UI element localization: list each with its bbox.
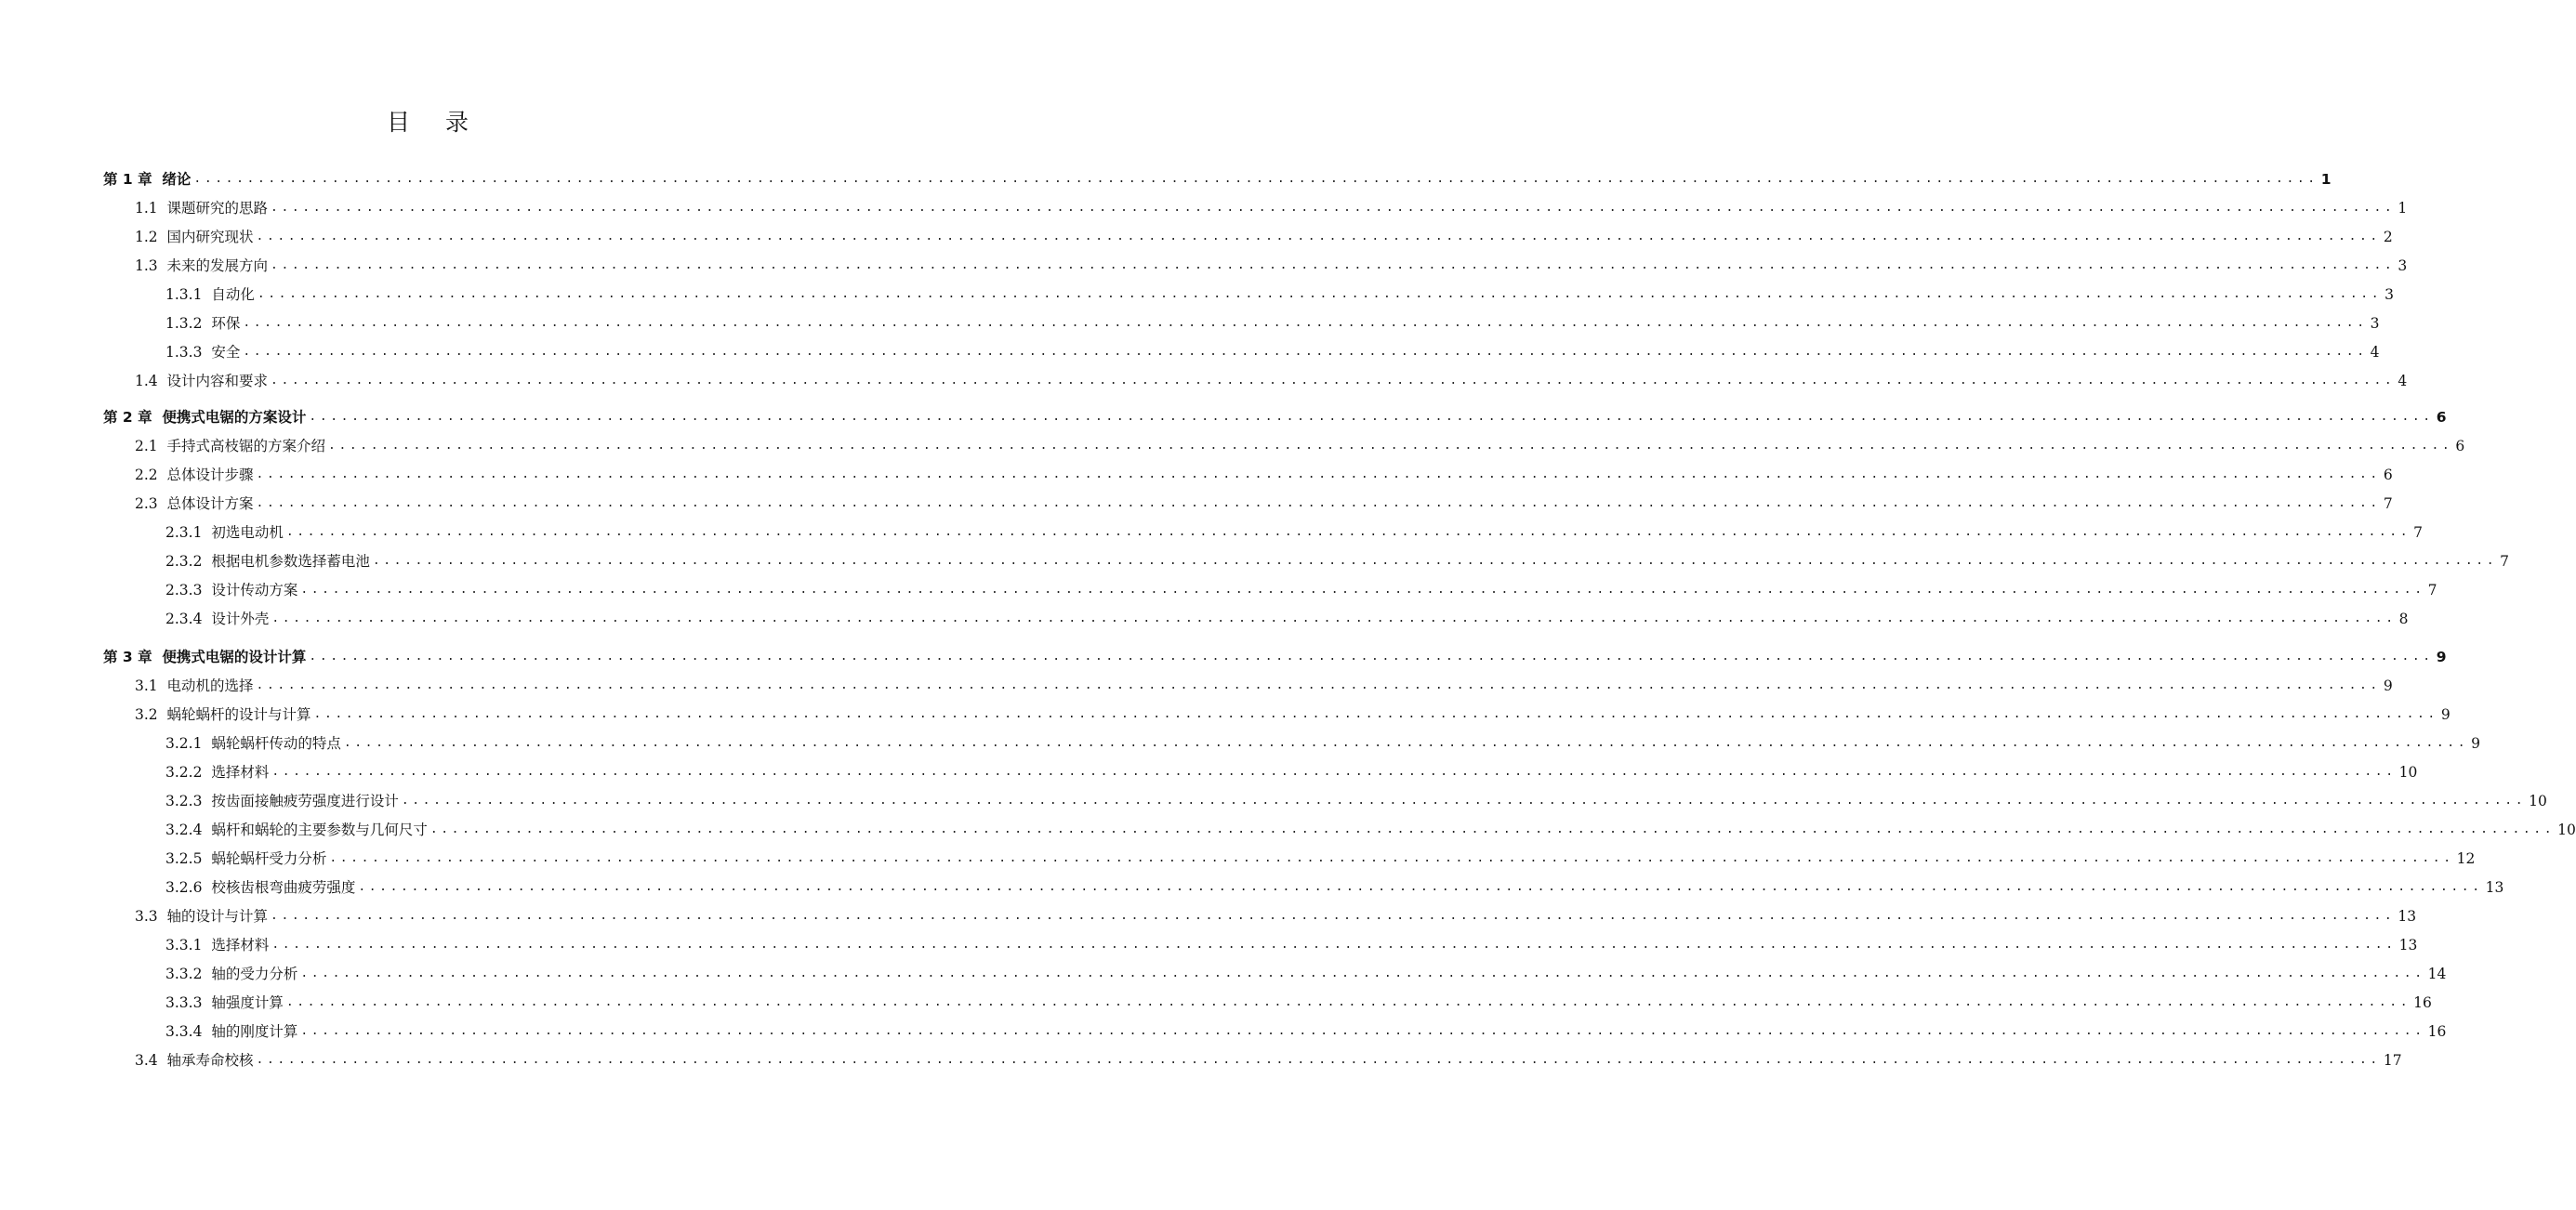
toc-entry-label: 轴的受力分析 <box>211 966 298 982</box>
toc-page-number: 8 <box>2398 611 2409 627</box>
toc-section-entry[interactable] <box>135 461 2393 485</box>
toc-section-entry[interactable] <box>165 576 2437 600</box>
toc-section-entry[interactable] <box>135 432 2465 456</box>
toc-page-number: 13 <box>2398 937 2418 954</box>
toc-entry-title <box>165 791 399 811</box>
toc-section-entry[interactable] <box>165 874 2504 898</box>
toc-entry-title <box>135 465 254 485</box>
toc-dot-leader: ........................................................................................................................................................................................................ <box>313 707 2438 721</box>
toc-page-number: 14 <box>2427 966 2447 982</box>
toc-entry-number: 3.2.2 <box>165 764 203 781</box>
toc-section-entry[interactable] <box>135 1046 2402 1071</box>
toc-page-number: 1 <box>2320 171 2332 188</box>
toc-dot-leader: ........................................................................................................................................................................................................ <box>343 736 2469 750</box>
toc-entry-label: 国内研究现状 <box>166 229 254 245</box>
toc-entry-title <box>135 198 268 218</box>
toc-page-number: 7 <box>2413 524 2424 541</box>
toc-page-number: 3 <box>2398 257 2408 274</box>
toc-page-number: 6 <box>2455 438 2465 454</box>
toc-entry-number: 3.2 <box>135 706 158 723</box>
toc-entry-title <box>165 522 284 543</box>
toc-entry-title <box>135 906 268 927</box>
toc-section-entry[interactable] <box>135 194 2408 218</box>
toc-section-entry[interactable] <box>165 816 2576 840</box>
toc-dot-leader: ........................................................................................................................................................................................................ <box>285 995 2411 1009</box>
toc-entry-title <box>135 493 254 514</box>
toc-entry-label: 蜗轮蜗杆传动的特点 <box>211 735 341 752</box>
toc-entry-number: 第 2 章 <box>103 409 152 426</box>
toc-entry-number: 3.3 <box>135 908 158 925</box>
toc-page-number: 12 <box>2456 850 2476 867</box>
toc-section-entry[interactable] <box>165 730 2481 754</box>
toc-dot-leader: ........................................................................................................................................................................................................ <box>285 525 2411 539</box>
toc-entry-label: 自动化 <box>211 286 255 303</box>
toc-chapter-entry[interactable] <box>103 643 2447 667</box>
toc-entry-number: 3.3.3 <box>165 994 203 1011</box>
toc-dot-leader: ........................................................................................................................................................................................................ <box>300 583 2425 597</box>
toc-entry-number: 3.2.4 <box>165 822 203 838</box>
toc-entry-number: 3.3.2 <box>165 966 203 982</box>
toc-entry-title <box>135 436 325 456</box>
toc-dot-leader: ........................................................................................................................................................................................................ <box>256 467 2381 481</box>
toc-entry-number: 1.1 <box>135 200 158 217</box>
toc-dot-leader: ........................................................................................................................................................................................................ <box>372 554 2498 568</box>
toc-page-number: 9 <box>2471 735 2481 752</box>
toc-entry-title <box>135 1050 254 1071</box>
toc-dot-leader: ........................................................................................................................................................................................................ <box>256 230 2381 243</box>
toc-section-entry[interactable] <box>135 902 2417 927</box>
toc-page-number: 4 <box>2370 344 2380 361</box>
toc-dot-leader: ........................................................................................................................................................................................................ <box>193 172 2318 186</box>
toc-section-entry[interactable] <box>165 281 2395 305</box>
toc-entry-title <box>135 676 254 696</box>
toc-page-number: 9 <box>2383 677 2393 694</box>
toc-entry-label: 校核齿根弯曲疲劳强度 <box>211 879 356 896</box>
toc-entry-number: 3.4 <box>135 1052 158 1069</box>
toc-page-number: 1 <box>2398 200 2408 217</box>
toc-entry-title <box>165 313 240 334</box>
toc-page-number: 3 <box>2370 315 2380 332</box>
toc-entry-title <box>165 551 370 572</box>
toc-entry-label: 手持式高枝锯的方案介绍 <box>166 438 326 454</box>
toc-entry-number: 3.2.3 <box>165 793 203 809</box>
toc-entry-label: 环保 <box>211 315 241 332</box>
toc-entry-label: 蜗杆和蜗轮的主要参数与几何尺寸 <box>211 822 428 838</box>
toc-entry-number: 3.2.6 <box>165 879 203 896</box>
toc-page-number: 10 <box>2557 822 2576 838</box>
toc-entry-title <box>165 993 284 1013</box>
toc-entry-label: 设计传动方案 <box>211 582 298 598</box>
toc-page-number: 13 <box>2485 879 2504 896</box>
toc-section-entry[interactable] <box>165 309 2380 334</box>
toc-entry-label: 便携式电锯的设计计算 <box>162 649 307 665</box>
toc-entry-number: 3.2.1 <box>165 735 203 752</box>
toc-entry-label: 绪论 <box>162 171 192 188</box>
toc-dot-leader: ........................................................................................................................................................................................................ <box>328 439 2453 453</box>
toc-page-number: 7 <box>2427 582 2437 598</box>
toc-section-entry[interactable] <box>165 519 2424 543</box>
toc-dot-leader: ........................................................................................................................................................................................................ <box>256 496 2381 510</box>
toc-section-entry[interactable] <box>135 490 2393 514</box>
toc-dot-leader: ........................................................................................................................................................................................................ <box>329 851 2454 865</box>
toc-dot-leader: ........................................................................................................................................................................................................ <box>271 765 2397 779</box>
toc-entry-label: 蜗轮蜗杆的设计与计算 <box>166 706 311 723</box>
toc-entry-label: 总体设计步骤 <box>166 467 254 483</box>
toc-section-entry[interactable] <box>135 367 2408 391</box>
toc-entry-label: 初选电动机 <box>211 524 284 541</box>
toc-entry-label: 选择材料 <box>211 937 270 954</box>
toc-entry-number: 1.3.3 <box>165 344 203 361</box>
toc-section-entry[interactable] <box>165 605 2409 629</box>
toc-section-entry[interactable] <box>135 252 2408 276</box>
toc-entry-label: 便携式电锯的方案设计 <box>162 409 307 426</box>
toc-dot-leader: ........................................................................................................................................................................................................ <box>271 612 2397 625</box>
toc-entry-label: 轴承寿命校核 <box>166 1052 254 1069</box>
toc-entry-title <box>165 1021 297 1042</box>
toc-page-number: 6 <box>2383 467 2393 483</box>
toc-page-number: 3 <box>2384 286 2395 303</box>
toc-dot-leader: ........................................................................................................................................................................................................ <box>401 794 2527 808</box>
toc-page-number: 6 <box>2436 409 2447 426</box>
toc-section-entry[interactable] <box>165 338 2380 362</box>
toc-dot-leader: ........................................................................................................................................................................................................ <box>257 287 2383 301</box>
toc-entry-label: 课题研究的思路 <box>166 200 269 217</box>
page-title: 目录 <box>386 109 504 136</box>
toc-entry-title <box>165 964 297 984</box>
toc-entry-number: 2.3.4 <box>165 611 203 627</box>
toc-entry-label: 设计外壳 <box>211 611 270 627</box>
toc-entry-number: 1.3.1 <box>165 286 203 303</box>
toc-section-entry[interactable] <box>165 758 2418 783</box>
toc-entry-label: 设计内容和要求 <box>166 373 269 389</box>
toc-entry-label: 未来的发展方向 <box>166 257 269 274</box>
toc-page-number: 10 <box>2398 764 2418 781</box>
toc-entry-number: 2.3.3 <box>165 582 203 598</box>
toc-dot-leader: ........................................................................................................................................................................................................ <box>300 1024 2425 1038</box>
toc-entry-label: 轴强度计算 <box>211 994 284 1011</box>
toc-page-number: 17 <box>2383 1052 2402 1069</box>
toc-entry-title <box>165 820 428 840</box>
toc-dot-leader: ........................................................................................................................................................................................................ <box>271 201 2396 215</box>
toc-section-entry[interactable] <box>165 960 2447 984</box>
toc-entry-label: 蜗轮蜗杆受力分析 <box>211 850 327 867</box>
toc-page-number: 13 <box>2398 908 2417 925</box>
toc-entry-number: 3.1 <box>135 677 158 694</box>
toc-chapter-entry[interactable] <box>103 403 2447 427</box>
toc-entry-number: 1.3.2 <box>165 315 203 332</box>
toc-entry-number: 2.3 <box>135 495 158 512</box>
toc-entry-number: 2.2 <box>135 467 158 483</box>
toc-page-number: 16 <box>2413 994 2432 1011</box>
toc-entry-number: 2.3.2 <box>165 553 203 570</box>
toc-entry-number: 1.4 <box>135 373 158 389</box>
toc-entry-number: 1.3 <box>135 257 158 274</box>
toc-entry-title <box>165 733 341 754</box>
toc-entry-title <box>135 227 254 247</box>
toc-entry-label: 选择材料 <box>211 764 270 781</box>
toc-section-entry[interactable] <box>165 547 2510 572</box>
toc-entry-title <box>103 407 306 427</box>
toc-dot-leader: ........................................................................................................................................................................................................ <box>256 1053 2381 1067</box>
toc-entry-title <box>165 284 255 305</box>
toc-dot-leader: ........................................................................................................................................................................................................ <box>309 410 2434 424</box>
toc-page-number: 2 <box>2383 229 2393 245</box>
toc-entry-title <box>165 762 269 783</box>
toc-entry-label: 按齿面接触疲劳强度进行设计 <box>211 793 399 809</box>
toc-entry-title <box>135 704 311 725</box>
toc-entry-label: 轴的刚度计算 <box>211 1023 298 1040</box>
toc-entry-label: 电动机的选择 <box>166 677 254 694</box>
toc-entry-number: 3.3.1 <box>165 937 203 954</box>
toc-dot-leader: ........................................................................................................................................................................................................ <box>309 650 2434 664</box>
toc-page-number: 9 <box>2436 649 2447 665</box>
toc-entry-label: 轴的设计与计算 <box>166 908 269 925</box>
toc-dot-leader: ........................................................................................................................................................................................................ <box>300 967 2425 980</box>
toc-entry-number: 3.3.4 <box>165 1023 203 1040</box>
toc-section-entry[interactable] <box>135 701 2451 725</box>
toc-entry-number: 1.2 <box>135 229 158 245</box>
toc-page-number: 16 <box>2427 1023 2447 1040</box>
toc-section-entry[interactable] <box>135 223 2393 247</box>
toc-entry-number: 第 1 章 <box>103 171 152 188</box>
toc-page-number: 7 <box>2500 553 2510 570</box>
toc-entry-title <box>165 580 297 600</box>
toc-dot-leader: ........................................................................................................................................................................................................ <box>256 678 2381 692</box>
toc-entry-number: 2.1 <box>135 438 158 454</box>
toc-entry-number: 2.3.1 <box>165 524 203 541</box>
toc-dot-leader: ........................................................................................................................................................................................................ <box>429 822 2556 836</box>
toc-entry-number: 3.2.5 <box>165 850 203 867</box>
toc-page-number: 4 <box>2398 373 2408 389</box>
toc-entry-title <box>165 877 355 898</box>
toc-section-entry[interactable] <box>165 787 2547 811</box>
toc-section-entry[interactable] <box>165 989 2432 1013</box>
toc-entry-title <box>165 609 269 629</box>
toc-page-number: 9 <box>2440 706 2451 723</box>
toc-entry-title <box>135 371 268 391</box>
toc-entry-label: 安全 <box>211 344 241 361</box>
toc-entry-title <box>165 935 269 955</box>
toc-entry-title <box>165 342 240 362</box>
toc-entry-title <box>165 848 326 869</box>
toc-section-entry[interactable] <box>135 672 2393 696</box>
toc-dot-leader: ........................................................................................................................................................................................................ <box>271 258 2396 272</box>
toc-dot-leader: ........................................................................................................................................................................................................ <box>271 909 2396 923</box>
toc-page-number: 7 <box>2383 495 2393 512</box>
toc-page-number: 10 <box>2529 793 2547 809</box>
toc-dot-leader: ........................................................................................................................................................................................................ <box>358 880 2483 894</box>
toc-section-entry[interactable] <box>165 931 2418 955</box>
toc-entry-title <box>103 169 191 190</box>
toc-dot-leader: ........................................................................................................................................................................................................ <box>271 938 2397 952</box>
toc-dot-leader: ........................................................................................................................................................................................................ <box>271 374 2396 388</box>
toc-entry-title <box>135 256 268 276</box>
toc-entry-number: 第 3 章 <box>103 649 152 665</box>
toc-entry-label: 总体设计方案 <box>166 495 254 512</box>
toc-dot-leader: ........................................................................................................................................................................................................ <box>243 316 2368 330</box>
toc-dot-leader: ........................................................................................................................................................................................................ <box>243 345 2368 359</box>
toc-entry-title <box>103 647 306 667</box>
toc-entry-label: 根据电机参数选择蓄电池 <box>211 553 370 570</box>
toc-chapter-entry[interactable] <box>103 165 2332 190</box>
toc-section-entry[interactable] <box>165 1018 2447 1042</box>
toc-section-entry[interactable] <box>165 845 2476 869</box>
